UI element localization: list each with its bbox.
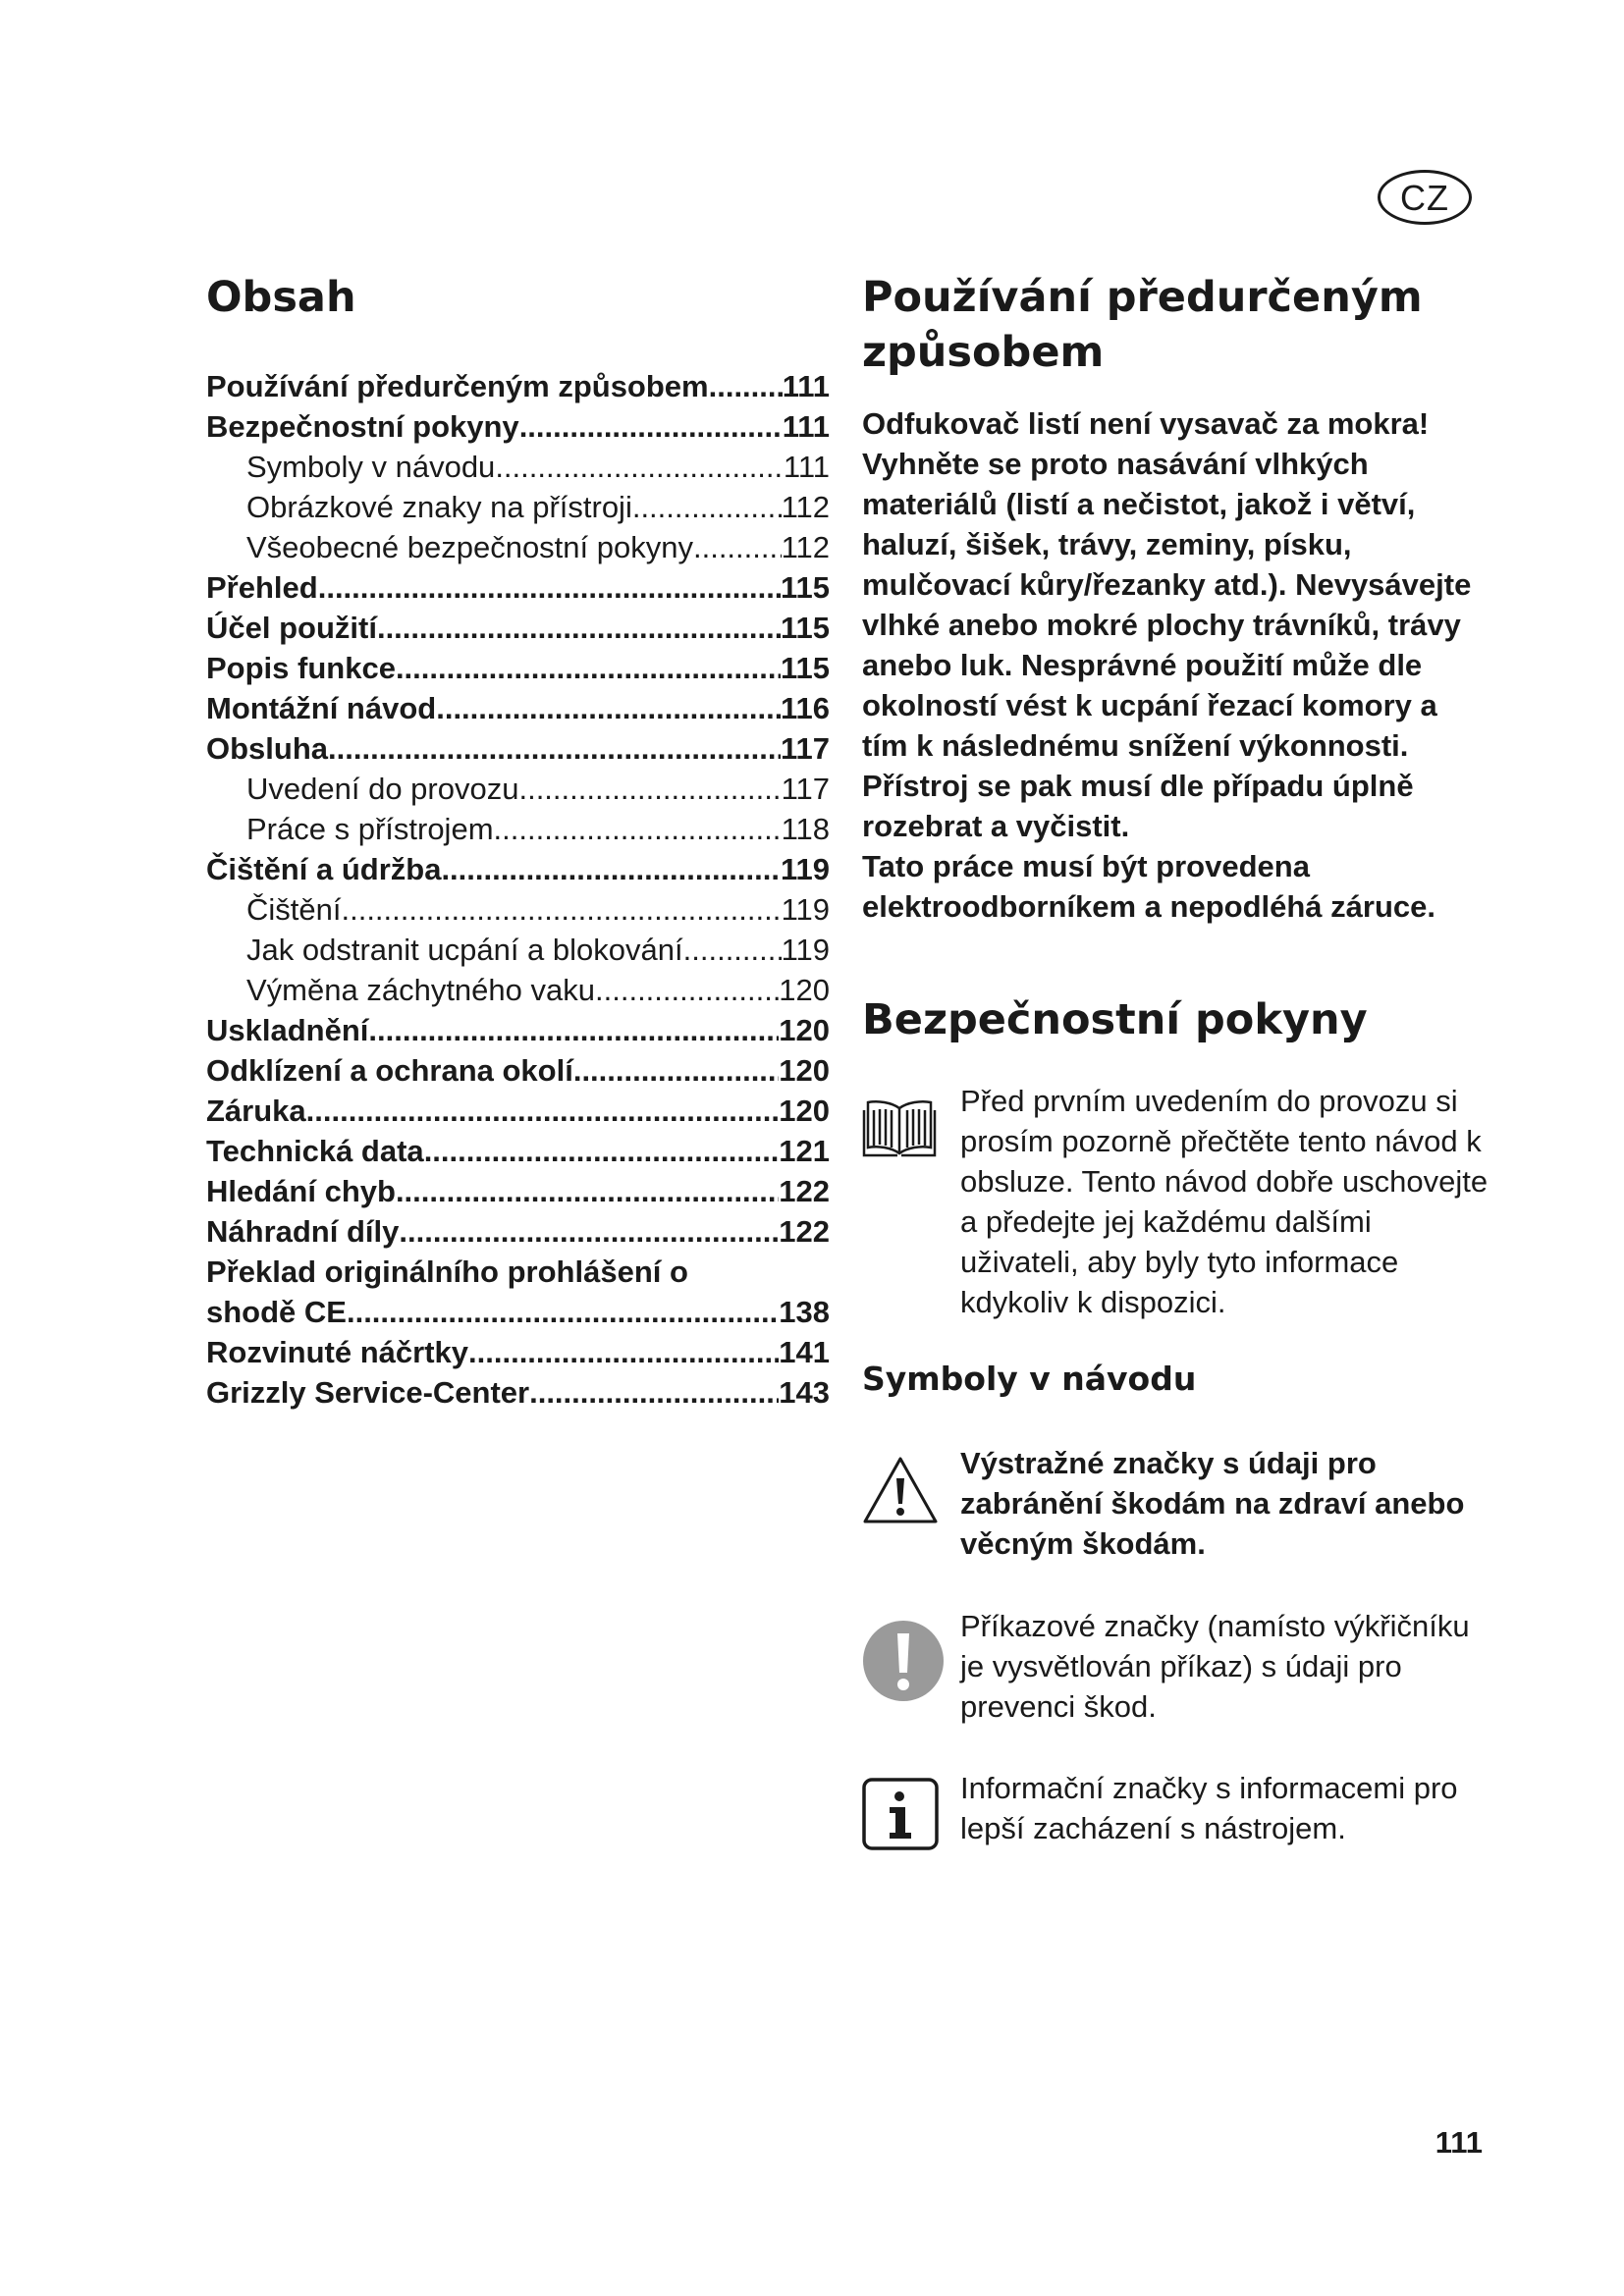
toc-entry[interactable]: Bezpečnostní pokyny ..... 111 — [206, 406, 830, 447]
command-symbol-text: Příkazové značky (namísto výkřičníku je vysvětlován příkaz) s údaji pro prevenci škod. — [960, 1609, 1470, 1724]
toc-entry[interactable]: Čištění a údržba ..... 119 — [206, 849, 830, 889]
toc-entry[interactable]: Popis funkce ..... 115 — [206, 648, 830, 688]
toc-title: Obsah — [206, 273, 356, 322]
toc-entry[interactable]: Rozvinuté náčrtky ..... 141 — [206, 1332, 830, 1372]
toc-entry[interactable]: Práce s přístrojem ..... 118 — [206, 809, 830, 849]
toc-entry[interactable]: Záruka ..... 120 — [206, 1091, 830, 1131]
manual-note-text: Před prvním uvedením do provozu si prosím pozorně přečtěte tento návod k obsluze. Tento návod dobře uschovejte a předejte jej každému dalšími uživateli, aby byly tyto informace kdykoliv k dispozici. — [960, 1084, 1489, 1319]
section-title-safety: Bezpečnostní pokyny — [862, 995, 1368, 1044]
toc-entry[interactable]: Překlad originálního prohlášení o — [206, 1255, 688, 1289]
toc-entry[interactable]: Grizzly Service-Center ..... 143 — [206, 1372, 830, 1413]
toc-entry[interactable]: Obsluha ..... 117 — [206, 728, 830, 769]
command-symbol-row — [862, 1606, 1490, 1734]
toc-entry[interactable]: Technická data ..... 121 — [206, 1131, 830, 1171]
usage-paragraph-2: Tato práce musí být provedena elektroodborníkem a nepodléhá záruce. — [862, 849, 1435, 924]
toc-entry[interactable]: Výměna záchytného vaku ..... 120 — [206, 970, 830, 1010]
toc-entry[interactable]: Používání předurčeným způsobem ..... 111 — [206, 366, 830, 406]
toc-entry[interactable]: Obrázkové znaky na přístroji ..... 112 — [206, 487, 830, 527]
toc-entry[interactable]: Jak odstranit ucpání a blokování ..... 119 — [206, 930, 830, 970]
toc-entry[interactable]: shodě CE ..... 138 — [206, 1292, 830, 1332]
usage-paragraph: Odfukovač listí není vysavač za mokra! Vyhněte se proto nasávání vlhkých materiálů (listí a nečistot, jakož i větví, haluzí, šišek, trávy, zeminy, písku, mulčovací kůry/řezanky atd.). Nevysávejte vlhké anebo mokré plochy trávníků, trávy anebo luk. Nesprávné použití může dle okolností vést k ucpání řezací komory a tím k následnému snížení výkonnosti. Přístroj se pak musí dle případu úplně rozebrat a vyčistit. — [862, 406, 1472, 843]
page-number: 111 — [1435, 2125, 1483, 2160]
toc-entry[interactable]: Symboly v návodu ..... 111 — [206, 447, 830, 487]
manual-note — [862, 1081, 1490, 1326]
toc-entry[interactable]: Náhradní díly ..... 122 — [206, 1211, 830, 1252]
toc-entry[interactable]: Odklízení a ochrana okolí ..... 120 — [206, 1050, 830, 1091]
toc-entry[interactable]: Přehled ..... 115 — [206, 567, 830, 608]
warning-triangle-icon — [862, 1455, 939, 1530]
exclamation-circle-icon — [862, 1620, 945, 1707]
info-box-icon — [862, 1778, 939, 1855]
warning-symbol-row — [862, 1443, 1490, 1571]
language-badge: CZ — [1378, 170, 1472, 225]
info-symbol-row — [862, 1768, 1490, 1856]
toc-entry[interactable]: Hledání chyb ..... 122 — [206, 1171, 830, 1211]
toc-entry[interactable]: Čištění ..... 119 — [206, 889, 830, 930]
section-title-usage: Používání předurčeným způsobem — [862, 273, 1423, 377]
table-of-contents — [206, 366, 830, 1413]
warning-symbol-text: Výstražné značky s údaji pro zabránění škodám na zdraví anebo věcným škodám. — [960, 1446, 1465, 1561]
toc-entry[interactable]: Všeobecné bezpečnostní pokyny ..... 112 — [206, 527, 830, 567]
toc-entry[interactable]: Montážní návod ..... 116 — [206, 688, 830, 728]
toc-entry[interactable]: Uvedení do provozu ..... 117 — [206, 769, 830, 809]
info-symbol-text: Informační značky s informacemi pro lepší zacházení s nástrojem. — [960, 1771, 1458, 1845]
toc-entry[interactable]: Uskladnění ..... 120 — [206, 1010, 830, 1050]
open-book-icon — [862, 1096, 937, 1164]
symbols-title: Symboly v návodu — [862, 1360, 1197, 1398]
usage-text — [862, 403, 1490, 927]
toc-entry[interactable]: Účel použití ..... 115 — [206, 608, 830, 648]
